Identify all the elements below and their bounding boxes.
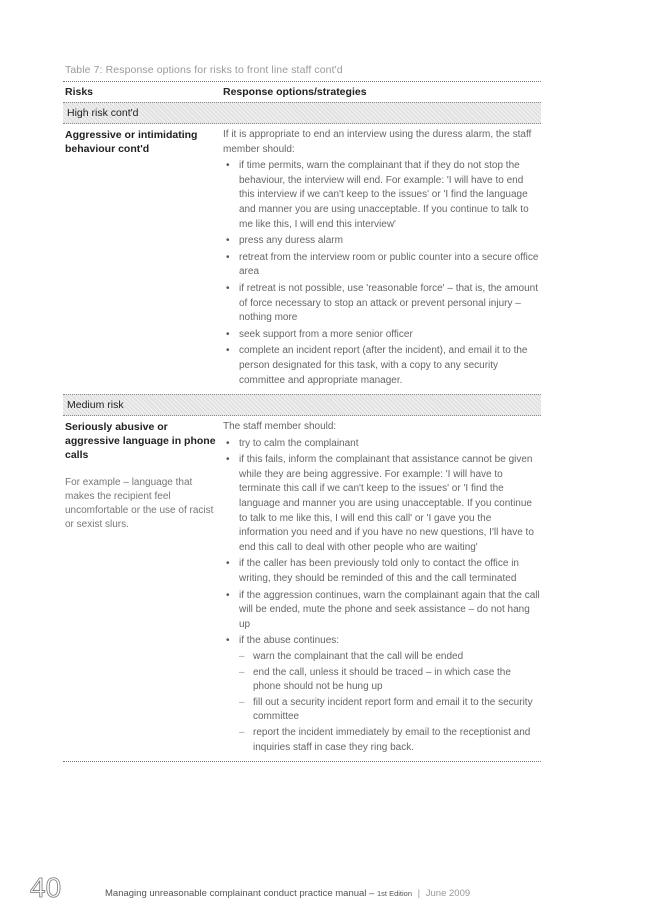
table-row xyxy=(63,416,541,761)
document-page xyxy=(63,64,541,762)
list-item: • if retreat is not possible, use 'reasonable force' – that is, the amount of force necessary to stop an attack or prevent personal injury – nothing more xyxy=(223,282,541,326)
list-item xyxy=(223,634,541,755)
footer-date: June 2009 xyxy=(425,888,471,899)
header-risks: Risks xyxy=(65,86,94,98)
list-item: • retreat from the interview room or public counter into a secure office area xyxy=(223,251,541,280)
sub-list-item: – end the call, unless it should be traced – in which case the phone should not be hung up xyxy=(239,666,541,695)
sub-list-item: – warn the complainant that the call will be ended xyxy=(239,650,541,665)
sub-list-item: – report the incident immediately by email to the receptionist and inquiries staff in case they ring back. xyxy=(239,726,541,755)
footer-separator: | xyxy=(417,888,421,899)
table-caption: Table 7: Response options for risks to front line staff cont'd xyxy=(65,64,343,76)
footer-title: Managing unreasonable complainant conduct practice manual – xyxy=(105,888,375,899)
footer-edition: 1st Edition xyxy=(376,889,413,898)
list-item: • try to calm the complainant xyxy=(223,437,541,452)
sub-list-item: – fill out a security incident report form and email it to the security committee xyxy=(239,696,541,725)
sub-list xyxy=(239,650,541,755)
header-responses: Response options/strategies xyxy=(223,86,367,98)
footer-text xyxy=(105,888,470,902)
list-item: • if time permits, warn the complainant that if they do not stop the behaviour, the interview will end. For example: 'I will have to end this interview if we can't keep to the issues' or 'I find the language and manner you are using unacceptable. If you continue to talk to me like this, I will end this interview' xyxy=(223,159,541,232)
band-high-risk: High risk cont'd xyxy=(63,102,541,124)
risk-note: For example – language that makes the recipient feel uncomfortable or the use of racist or sexist slurs. xyxy=(65,477,214,531)
list-item: • if the caller has been previously told only to contact the office in writing, they should be reminded of this and the call terminated xyxy=(223,557,541,586)
list-item: • press any duress alarm xyxy=(223,234,541,249)
list-item-text: if the abuse continues: xyxy=(239,635,340,647)
list-item: • if the aggression continues, warn the complainant again that the call will be ended, mute the phone and seek assistance – do not hang up xyxy=(223,589,541,633)
list-item: • seek support from a more senior officer xyxy=(223,328,541,343)
divider xyxy=(63,761,541,762)
response-intro: If it is appropriate to end an interview using the duress alarm, the staff member should: xyxy=(223,129,532,155)
table-header xyxy=(63,82,541,102)
band-medium-risk: Medium risk xyxy=(63,394,541,416)
list-item: • complete an incident report (after the incident), and email it to the person designated for this task, with a copy to any security committee and appropriate manager. xyxy=(223,344,541,388)
bullet-list xyxy=(223,437,541,755)
risk-title: Aggressive or intimidating behaviour cont'd xyxy=(65,129,198,155)
response-intro: The staff member should: xyxy=(223,421,337,433)
table-row xyxy=(63,124,541,394)
page-footer xyxy=(30,874,470,902)
page-number: 40 xyxy=(30,872,62,903)
bullet-list xyxy=(223,159,541,388)
list-item: • if this fails, inform the complainant that assistance cannot be given while they are being aggressive. For example: 'I will have to terminate this call if we can't keep to the issues' or 'I find the language and manner you are using unacceptable. If you continue to talk to me like this, I will end this call' or 'I gave you the information you need and if you have no new questions, I'll have to end this call to deal with other people who are waiting' xyxy=(223,453,541,555)
risk-title: Seriously abusive or aggressive language in phone calls xyxy=(65,421,216,462)
